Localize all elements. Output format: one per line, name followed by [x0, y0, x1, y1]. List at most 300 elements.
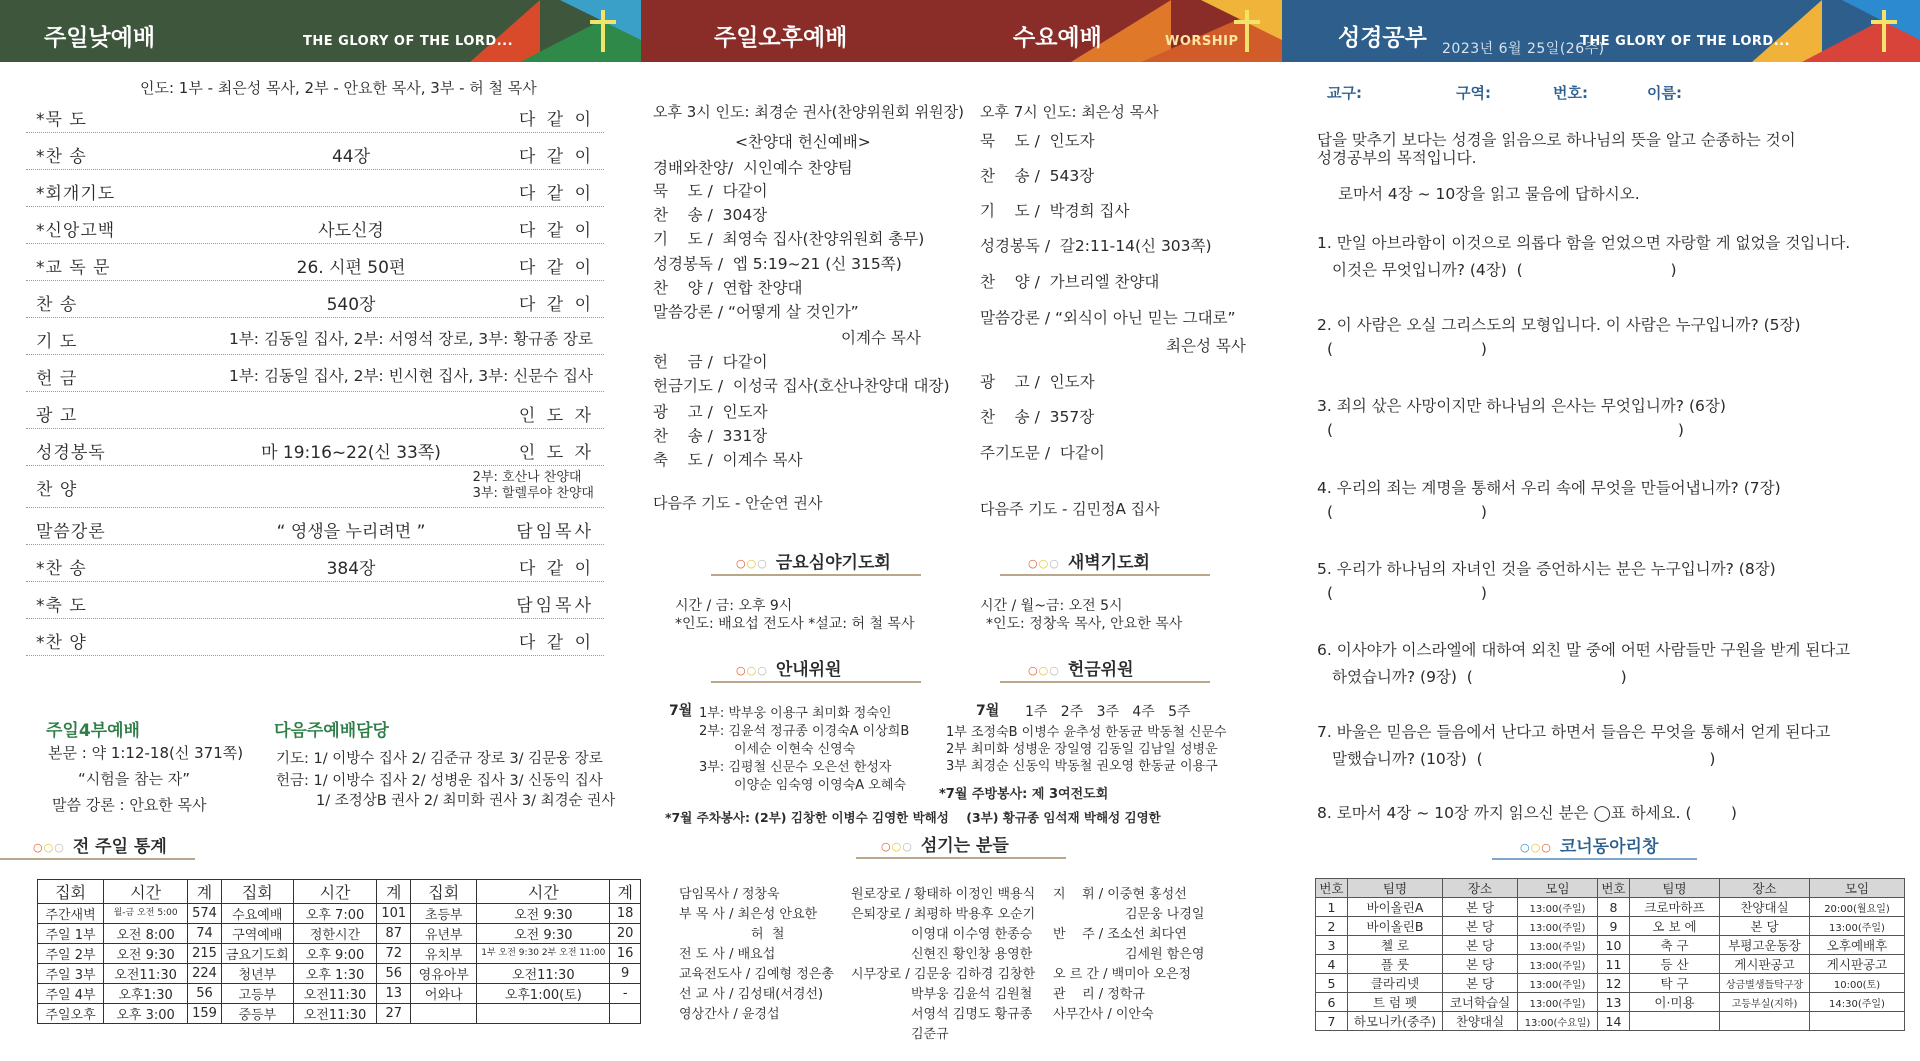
friday-title [736, 548, 891, 573]
choir-cell: 찬양대실 [1720, 898, 1810, 917]
choir-cell: 8 [1598, 898, 1630, 917]
wednesday-next: 다음주 기도 - 김민정A 집사 [980, 500, 1160, 518]
order-right: 다 같 이 [518, 258, 594, 278]
stats-cell: 주간새벽 [38, 904, 104, 924]
stats-header-cell: 계 [188, 880, 222, 904]
order-label: *신앙고백 [36, 221, 116, 241]
choir-cell: 본 당 [1720, 917, 1810, 936]
choir-row [1316, 993, 1905, 1012]
service4-text: 본문 : 약 1:12-18(신 371쪽) [48, 744, 244, 762]
order-label: *찬 송 [36, 147, 87, 167]
banner-title: 성경공부 [1338, 25, 1427, 51]
wednesday-item: 주기도문 / 다같이 [980, 444, 1105, 462]
afternoon-wednesday-column [641, 0, 1282, 1061]
question-answer: 하였습니까? (9장) ( ) [1332, 668, 1627, 686]
choir-row [1316, 917, 1905, 936]
afternoon-item: 헌 금 / 다같이 [653, 353, 768, 371]
order-row [26, 545, 604, 582]
order-content: 1부: 김동일 집사, 2부: 빈시현 집사, 3부: 신문수 집사 [228, 367, 594, 385]
wednesday-item: 말씀강론 / “외식이 아닌 믿는 그대로” [980, 309, 1236, 327]
wednesday-item: 찬 양 / 가브리엘 찬양대 [980, 273, 1160, 291]
dots-icon: ○○○ [33, 840, 65, 854]
bible-study-column [1282, 0, 1920, 1061]
order-label: *찬 송 [36, 559, 87, 579]
order-right: 인 도 자 [518, 443, 594, 463]
stats-cell: 초등부 [411, 904, 477, 924]
wednesday-item: 광 고 / 인도자 [980, 373, 1095, 391]
stats-cell: 오후 3:00 [104, 1004, 188, 1024]
choir-cell: 13:00(주일) [1518, 974, 1598, 993]
stats-cell: 유년부 [411, 924, 477, 944]
choir-cell: 7 [1316, 1012, 1348, 1031]
choir-header-cell: 팀명 [1630, 879, 1720, 898]
choir-cell: 이·미용 [1630, 993, 1720, 1012]
choir-header-cell: 팀명 [1348, 879, 1443, 898]
staff-title-text: 섬기는 분들 [920, 836, 1009, 856]
order-right: 인 도 자 [518, 406, 594, 426]
order-right: 다 같 이 [518, 559, 594, 579]
stats-header-row [38, 880, 641, 904]
choir-cell: 탁 구 [1630, 974, 1720, 993]
choir-cell: 첼 로 [1348, 936, 1443, 955]
choir-cell: 13:00(주일) [1518, 936, 1598, 955]
dawn-time: 시간 / 월~금: 오전 5시 [980, 598, 1123, 614]
next-offering: 헌금: 1/ 이방수 집사 2/ 성병운 집사 3/ 신동익 집사 [276, 773, 603, 789]
order-of-service [26, 96, 604, 656]
cross-icon [601, 10, 605, 52]
afternoon-item: 광 고 / 인도자 [653, 403, 768, 421]
offering-weeks: 1주 2주 3주 4주 5주 [1025, 704, 1191, 720]
service4-title: 주일4부예배 [46, 721, 140, 741]
intro-line2: 성경공부의 목적입니다. [1317, 149, 1477, 167]
stats-header-cell: 집회 [221, 880, 293, 904]
choir-cell: 본 당 [1443, 955, 1518, 974]
choir-cell: 10 [1598, 936, 1630, 955]
stats-cell: 오전11:30 [293, 984, 377, 1004]
staff-line: 김세원 함은영 [1125, 947, 1205, 962]
dawn-title [1028, 548, 1150, 573]
choir-cell: 10:00(토) [1810, 974, 1905, 993]
question-text: 8. 로마서 4장 ~ 10장 까지 읽으신 분은 ◯표 하세요. ( ) [1317, 804, 1737, 822]
choir-header-cell: 번호 [1316, 879, 1348, 898]
order-content: 26. 시편 50편 [296, 258, 406, 278]
stats-header-cell: 시간 [293, 880, 377, 904]
order-row [26, 392, 604, 429]
order-label: 기 도 [36, 332, 78, 352]
order-label: *축 도 [36, 596, 87, 616]
offering-line: 1부 조정숙B 이병수 윤추성 한동균 박동철 신문수 [946, 725, 1227, 740]
choir-cell: 12 [1598, 974, 1630, 993]
stats-cell: 9 [610, 964, 641, 984]
order-row [26, 508, 604, 545]
banner-title-wednesday: 수요예배 [1013, 25, 1102, 51]
dawn-leader: *인도: 정창욱 목사, 안요한 목사 [986, 616, 1183, 632]
next-offering2: 1/ 조정상B 권사 2/ 최미화 권사 3/ 최경순 권사 [316, 793, 616, 809]
stats-row [38, 924, 641, 944]
staff-line: 전 도 사 / 배요섭 [679, 947, 776, 962]
friday-title-text: 금요심야기도회 [775, 553, 891, 573]
afternoon-sub: <찬양대 헌신예배> [735, 133, 871, 151]
stats-cell: 오후1:00(토) [477, 984, 610, 1004]
choir-cell: 하모니카(중주) [1348, 1012, 1443, 1031]
order-right: 담임목사 [516, 522, 594, 542]
question-text: 5. 우리가 하나님의 자녀인 것을 증언하시는 분은 누구입니까? (8장) [1317, 560, 1776, 578]
service4-sermon: “시험을 참는 자” [78, 770, 191, 788]
question-answer: ( ) [1327, 584, 1487, 602]
wednesday-item: 찬 송 / 543장 [980, 167, 1095, 185]
leaders-line: 인도: 1부 - 최은성 목사, 2부 - 안요한 목사, 3부 - 허 철 목사 [140, 79, 537, 97]
choir-cell: 9 [1598, 917, 1630, 936]
choir-cell: 13:00(주일) [1518, 993, 1598, 1012]
usher-line: 1부: 박부웅 이용구 최미화 정숙인 [699, 706, 892, 721]
order-label: *교 독 문 [36, 258, 111, 278]
choir-cell: 6 [1316, 993, 1348, 1012]
staff-line: 반 주 / 조소선 최다연 [1053, 927, 1187, 942]
intro-line1: 답을 맞추기 보다는 성경을 읽음으로 하나님의 뜻을 알고 순종하는 것이 [1317, 131, 1796, 149]
stats-header-cell: 시간 [104, 880, 188, 904]
stats-cell: 574 [188, 904, 222, 924]
order-content: 1부: 김동일 집사, 2부: 서영석 장로, 3부: 황규종 장로 [228, 330, 594, 348]
field-label: 구역: [1456, 84, 1491, 102]
order-right: 다 같 이 [518, 184, 594, 204]
staff-line: 김준규 [911, 1027, 949, 1042]
stats-row [38, 964, 641, 984]
staff-line: 허 철 [751, 927, 785, 942]
stats-cell: 74 [188, 924, 222, 944]
staff-line: 영상간사 / 윤경섭 [679, 1007, 780, 1022]
stats-title-text: 전 주일 통계 [72, 837, 167, 857]
order-row [26, 170, 604, 207]
field-label: 이름: [1647, 84, 1682, 102]
choir-cell: 오 보 에 [1630, 917, 1720, 936]
afternoon-item: 묵 도 / 다같이 [653, 182, 768, 200]
staff-title [881, 831, 1009, 856]
dots-icon: ○○○ [736, 556, 768, 570]
stats-cell: 어와나 [411, 984, 477, 1004]
afternoon-item: 찬 송 / 304장 [653, 206, 768, 224]
stats-row [38, 944, 641, 964]
choir-cell: 고등부실(지하) [1720, 993, 1810, 1012]
staff-line: 교육전도사 / 김예형 정은총 [679, 967, 834, 982]
order-label: 광 고 [36, 406, 78, 426]
choir-row [1316, 936, 1905, 955]
staff-line: 부 목 사 / 최은성 안요한 [679, 907, 818, 922]
stats-cell: 유치부 [411, 944, 477, 964]
stats-cell: 215 [188, 944, 222, 964]
order-content: 44장 [331, 147, 371, 167]
lunch-duty: *7월 주방봉사: 제 3여전도회 [939, 787, 1109, 802]
afternoon-item: 헌금기도 / 이성국 집사(호산나찬양대 대장) [653, 377, 950, 395]
afternoon-item: 성경봉독 / 엡 5:19~21 (신 315쪽) [653, 255, 902, 273]
stats-cell: 중등부 [221, 1004, 293, 1024]
afternoon-item: 이계수 목사 [841, 329, 921, 347]
order-row [26, 133, 604, 170]
choir-cell [1630, 1012, 1720, 1031]
order-right: 다 같 이 [518, 633, 594, 653]
parking-duty: *7월 주차봉사: (2부) 김창한 이병수 김영한 박해성 (3부) 황규종 임석재 박해성 김영한 [665, 810, 1161, 825]
banner-subtitle: WORSHIP [1165, 34, 1239, 49]
afternoon-header: 오후 3시 인도: 최경순 권사(찬양위원회 위원장) [653, 103, 964, 121]
choir-cell: 상금별생들탁구장 [1720, 974, 1810, 993]
stats-cell: 101 [377, 904, 411, 924]
order-label: 성경봉독 [36, 443, 106, 463]
stats-cell: 1부 오전 9:30 2부 오전 11:00 [477, 944, 610, 964]
order-label: 말씀강론 [36, 522, 106, 542]
stats-cell: 오후1:30 [104, 984, 188, 1004]
choir-cell: 오후예배후 [1810, 936, 1905, 955]
choir-cell: 1 [1316, 898, 1348, 917]
afternoon-item: 기 도 / 최영숙 집사(찬양위원회 총무) [653, 230, 925, 248]
stats-cell: 주일 4부 [38, 984, 104, 1004]
choir-header-cell: 모임 [1810, 879, 1905, 898]
staff-line: 지 휘 / 이중현 홍성선 [1053, 887, 1187, 902]
order-label: 찬 양 [36, 480, 78, 500]
question-text: 1. 만일 아브라함이 이것으로 의롭다 함을 얻었으면 자랑할 게 없었을 것입니다. [1317, 234, 1851, 252]
choir-cell: 13:00(주일) [1810, 917, 1905, 936]
dots-icon: ○○○ [1520, 840, 1552, 854]
question-answer: 말했습니까? (10장) ( ) [1332, 750, 1716, 768]
choir-cell: 등 산 [1630, 955, 1720, 974]
dots-icon: ○○○ [736, 663, 768, 677]
stats-cell: 영유아부 [411, 964, 477, 984]
staff-line: 은퇴장로 / 최평하 박용후 오순기 [851, 907, 1036, 922]
stats-cell: 주일 1부 [38, 924, 104, 944]
banner-afternoon [641, 0, 1282, 62]
order-content: 384장 [326, 559, 376, 579]
friday-leader: *인도: 배요섭 전도사 *설교: 허 철 목사 [675, 616, 915, 632]
choir-cell: 2 [1316, 917, 1348, 936]
friday-underline [711, 574, 921, 576]
choir-title [1520, 832, 1658, 857]
stats-underline [0, 858, 195, 860]
stats-cell: 159 [188, 1004, 222, 1024]
order-row [26, 582, 604, 619]
staff-line: 담임목사 / 정창욱 [679, 887, 780, 902]
stats-cell: 오전 9:30 [477, 904, 610, 924]
stats-cell [477, 1004, 610, 1024]
order-row [26, 429, 604, 466]
choir-cell: 게시판공고 [1810, 955, 1905, 974]
choir-cell: 13:00(주일) [1518, 917, 1598, 936]
stats-cell: 13 [377, 984, 411, 1004]
usher-line: 이세순 이현숙 신영숙 [734, 742, 856, 757]
staff-line: 원로장로 / 황태하 이정인 백용식 [851, 887, 1036, 902]
banner-date: 2023년 6월 25일(26주) [1442, 41, 1605, 57]
ushers-title [736, 655, 842, 680]
offering-line: 3부 최경순 신동익 박동철 권오영 한동균 이용구 [946, 759, 1218, 774]
stats-cell: 224 [188, 964, 222, 984]
stats-cell [411, 1004, 477, 1024]
choir-cell: 14 [1598, 1012, 1630, 1031]
ushers-month: 7월 [669, 703, 693, 719]
order-row [26, 466, 604, 508]
offering-month: 7월 [976, 703, 1000, 719]
staff-underline [856, 857, 1066, 859]
stats-cell: 주일오후 [38, 1004, 104, 1024]
stats-cell: 주일 3부 [38, 964, 104, 984]
choir-cell: 13:00(주일) [1518, 898, 1598, 917]
order-label: *묵 도 [36, 110, 87, 130]
staff-line: 시무장로 / 김문웅 김하경 김창한 [851, 967, 1036, 982]
choir-title-text: 코너동아리창 [1559, 837, 1659, 857]
order-row [26, 355, 604, 392]
wednesday-item: 성경봉독 / 갈2:11-14(신 303쪽) [980, 237, 1212, 255]
friday-time: 시간 / 금: 오후 9시 [675, 598, 793, 614]
choir-row [1316, 974, 1905, 993]
banner-sunday-day [0, 0, 641, 62]
banner-subtitle: THE GLORY OF THE LORD... [1580, 34, 1791, 49]
choir-cell: 코너학습실 [1443, 993, 1518, 1012]
choir-cell: 클라리넷 [1348, 974, 1443, 993]
question-answer: ( ) [1327, 340, 1487, 358]
stats-cell: 수요예배 [221, 904, 293, 924]
order-label: *회개기도 [36, 184, 116, 204]
choir-cell: 13:00(수요일) [1518, 1012, 1598, 1031]
stats-cell: 16 [610, 944, 641, 964]
usher-line: 2부: 김윤석 정규종 이경숙A 이상희B [699, 724, 910, 739]
choir-cell: 13 [1598, 993, 1630, 1012]
order-row [26, 244, 604, 281]
staff-line: 이영대 이수영 한종승 [911, 927, 1033, 942]
staff-line: 선 교 사 / 김성태(서경선) [679, 987, 824, 1002]
order-row [26, 207, 604, 244]
choir-cell: 게시판공고 [1720, 955, 1810, 974]
question-answer: 이것은 무엇입니까? (4장) ( ) [1332, 261, 1677, 279]
order-content: “ 영생을 누리려면 ” [276, 522, 426, 542]
staff-line: 사무간사 / 이안숙 [1053, 1007, 1154, 1022]
order-right: 다 같 이 [518, 221, 594, 241]
question-text: 4. 우리의 죄는 계명을 통해서 우리 속에 무엇을 만들어냅니까? (7장) [1317, 479, 1781, 497]
choir-table [1315, 878, 1905, 1031]
staff-line: 오 르 간 / 백미아 오은정 [1053, 967, 1192, 982]
stats-cell: 72 [377, 944, 411, 964]
choir-cell: 본 당 [1443, 898, 1518, 917]
afternoon-item: 찬 양 / 연합 찬양대 [653, 279, 803, 297]
choir-cell: 축 구 [1630, 936, 1720, 955]
choir-row [1316, 955, 1905, 974]
stats-cell: 금요기도회 [221, 944, 293, 964]
next-prayer: 기도: 1/ 이방수 집사 2/ 김준규 장로 3/ 김문웅 장로 [276, 751, 603, 767]
choir-header-cell: 번호 [1598, 879, 1630, 898]
banner-subtitle: THE GLORY OF THE LORD... [303, 34, 514, 49]
stats-header-cell: 집회 [38, 880, 104, 904]
choir-cell: 본 당 [1443, 936, 1518, 955]
field-label: 번호: [1553, 84, 1588, 102]
stats-cell [610, 1004, 641, 1024]
order-row [26, 318, 604, 355]
dots-icon: ○○○ [1028, 663, 1060, 677]
choir-header-cell: 장소 [1720, 879, 1810, 898]
usher-line: 3부: 김평철 신문수 오은선 한성자 [699, 760, 892, 775]
wednesday-item: 최은성 목사 [1166, 337, 1246, 355]
stats-cell: 오전 9:30 [477, 924, 610, 944]
wednesday-item: 찬 송 / 357장 [980, 408, 1095, 426]
ushers-title-text: 안내위원 [775, 660, 842, 680]
stats-row [38, 1004, 641, 1024]
choir-cell: 부평고운동장 [1720, 936, 1810, 955]
stats-cell: 20 [610, 924, 641, 944]
question-answer: ( ) [1327, 503, 1487, 521]
choir-cell: 11 [1598, 955, 1630, 974]
order-right: 다 같 이 [518, 295, 594, 315]
staff-line: 박부웅 김윤석 김원철 [911, 987, 1033, 1002]
stats-cell: 56 [188, 984, 222, 1004]
sunday-day-worship-column [0, 0, 641, 1061]
order-right: 다 같 이 [518, 110, 594, 130]
choir-header-cell: 모임 [1518, 879, 1598, 898]
question-text: 3. 죄의 삯은 사망이지만 하나님의 은사는 무엇입니까? (6장) [1317, 397, 1726, 415]
choir-cell: 바이올린A [1348, 898, 1443, 917]
offering-title [1028, 655, 1134, 680]
choir-cell: 크로마하프 [1630, 898, 1720, 917]
choir-cell [1720, 1012, 1810, 1031]
cross-icon [1245, 10, 1249, 52]
afternoon-item: 말씀강론 / “어떻게 살 것인가” [653, 303, 859, 321]
stats-cell: 주일 2부 [38, 944, 104, 964]
choir-row [1316, 1012, 1905, 1031]
stats-table [37, 879, 641, 1024]
stats-cell: 정한시간 [293, 924, 377, 944]
choir-cell: 찬양대실 [1443, 1012, 1518, 1031]
choir-cell: 본 당 [1443, 917, 1518, 936]
order-content: 540장 [326, 295, 376, 315]
banner-title-afternoon: 주일오후예배 [714, 25, 848, 51]
afternoon-item: 축 도 / 이계수 목사 [653, 451, 803, 469]
choir-cell: 바이올린B [1348, 917, 1443, 936]
choir-cell: 5 [1316, 974, 1348, 993]
stats-cell: - [610, 984, 641, 1004]
question-text: 7. 바울은 믿음은 들음에서 난다고 하면서 들음은 무엇을 통해서 얻게 된다고 [1317, 723, 1831, 741]
staff-line: 김문웅 나경일 [1125, 907, 1205, 922]
stats-header-cell: 집회 [411, 880, 477, 904]
service4-preacher: 말씀 강론 : 안요한 목사 [52, 796, 207, 814]
wednesday-item: 기 도 / 박경희 집사 [980, 202, 1130, 220]
order-label: *찬 양 [36, 633, 87, 653]
choir-cell: 14:30(주일) [1810, 993, 1905, 1012]
stats-header-cell: 시간 [477, 880, 610, 904]
ushers-underline [711, 681, 921, 683]
instruction: 로마서 4장 ~ 10장을 읽고 물음에 답하시오. [1338, 185, 1640, 203]
stats-cell: 구역예배 [221, 924, 293, 944]
question-text: 2. 이 사람은 오실 그리스도의 모형입니다. 이 사람은 누구입니까? (5장) [1317, 316, 1801, 334]
order-right: 다 같 이 [518, 147, 594, 167]
next-duty-title: 다음주예배담당 [274, 721, 389, 741]
stats-cell: 고등부 [221, 984, 293, 1004]
stats-header-cell: 계 [610, 880, 641, 904]
choir-header-cell: 장소 [1443, 879, 1518, 898]
choir-cell: 13:00(주일) [1518, 955, 1598, 974]
stats-cell: 27 [377, 1004, 411, 1024]
question-text: 6. 이사야가 이스라엘에 대하여 외친 말 중에 어떤 사람들만 구원을 받게 된다고 [1317, 641, 1851, 659]
dots-icon: ○○○ [881, 839, 913, 853]
stats-cell: 오전11:30 [293, 1004, 377, 1024]
cross-icon [1882, 10, 1886, 52]
field-label: 교구: [1327, 84, 1362, 102]
stats-cell: 오전 9:30 [104, 944, 188, 964]
offering-line: 2부 최미화 성병운 장일영 김동일 김남일 성병운 [946, 742, 1218, 757]
order-right: 담임목사 [516, 596, 594, 616]
stats-title [33, 832, 167, 857]
stats-cell: 오전 8:00 [104, 924, 188, 944]
offering-title-text: 헌금위원 [1067, 660, 1134, 680]
choir-cell: 20:00(월요일) [1810, 898, 1905, 917]
banner-bible-study [1282, 0, 1920, 62]
choir-cell: 3 [1316, 936, 1348, 955]
staff-line: 서영석 김명도 황규종 [911, 1007, 1033, 1022]
choir-row [1316, 898, 1905, 917]
dawn-title-text: 새벽기도회 [1067, 553, 1150, 573]
stats-cell: 오전11:30 [477, 964, 610, 984]
